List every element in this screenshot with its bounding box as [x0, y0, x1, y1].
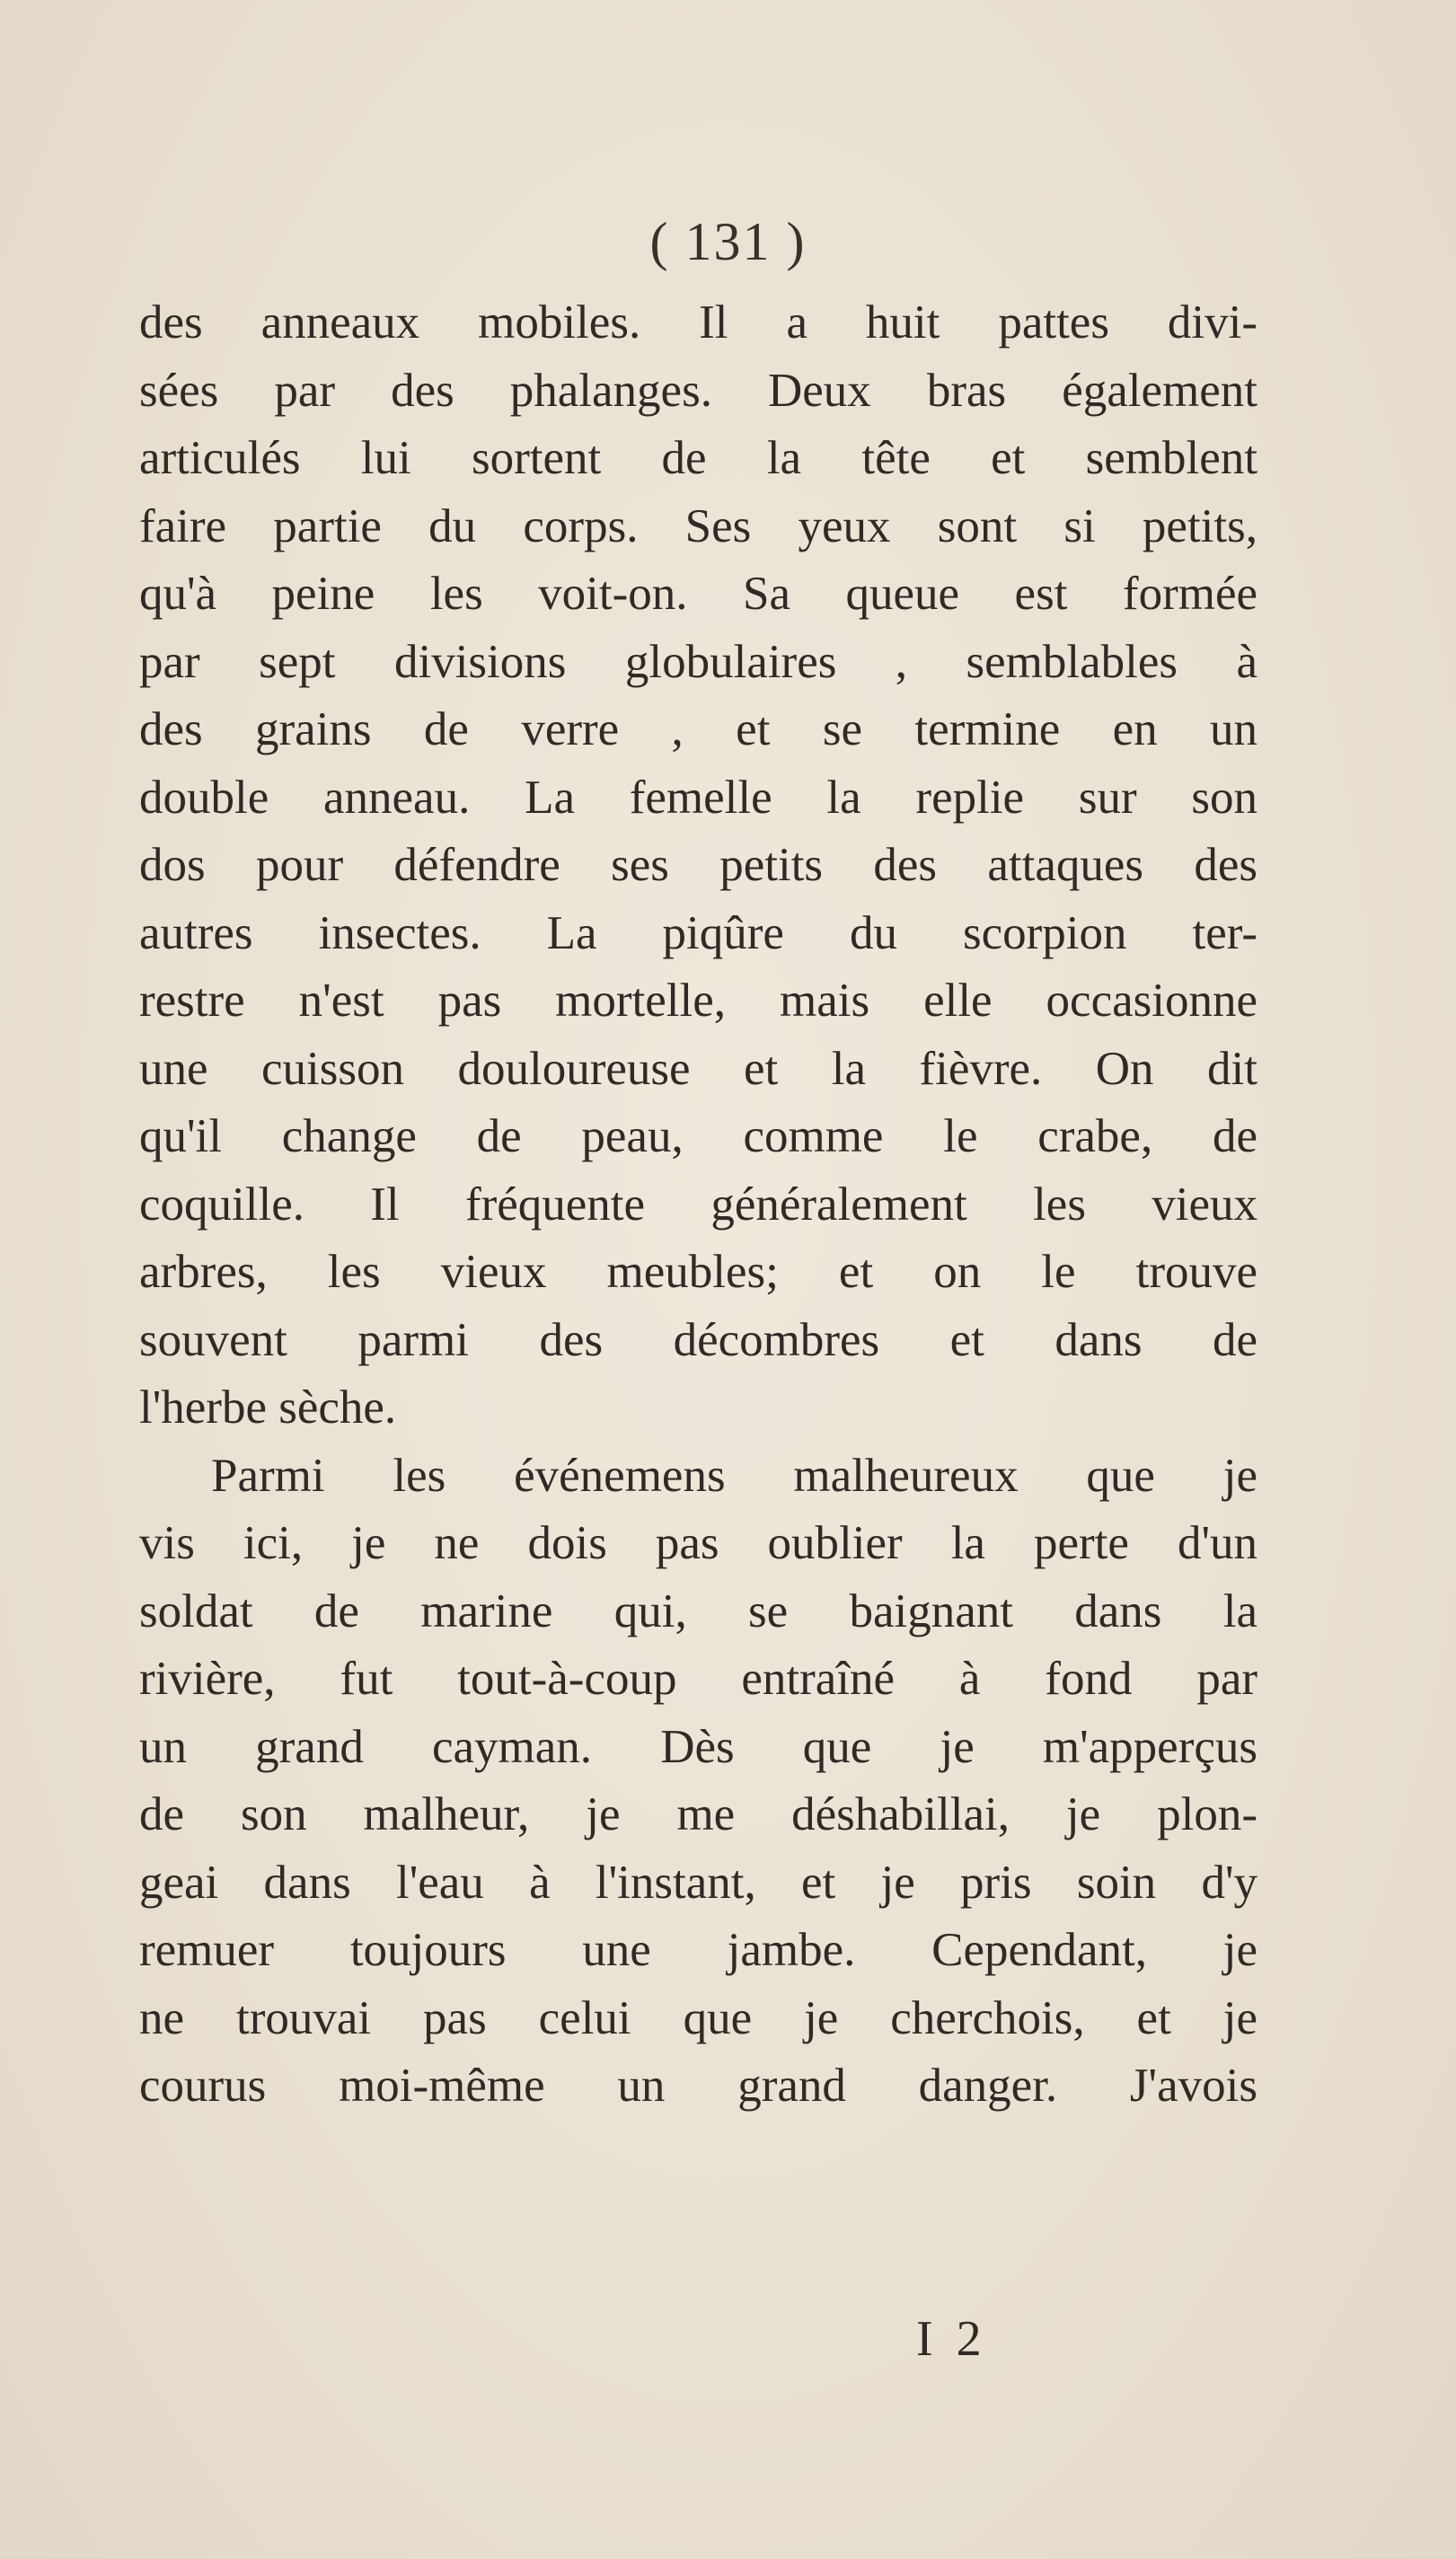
text-line: l'herbe sèche.	[139, 1381, 397, 1434]
text-line: restre n'est pas mortelle, mais elle occasionne	[139, 975, 1257, 1027]
text-line: geai dans l'eau à l'instant, et je pris soin d'y	[139, 1856, 1257, 1909]
text-line: coquille. Il fréquente généralement les vieux	[139, 1178, 1257, 1231]
text-line: rivière, fut tout-à-coup entraîné à fond par	[139, 1653, 1257, 1705]
text-line: ne trouvai pas celui que je cherchois, et je	[139, 1991, 1257, 2044]
text-line: Parmi les événemens malheureux que je	[211, 1449, 1257, 1502]
text-line: articulés lui sortent de la tête et semblent	[139, 432, 1257, 484]
text-line: des anneaux mobiles. Il a huit pattes divi-	[139, 296, 1257, 349]
text-line: un grand cayman. Dès que je m'apperçus	[139, 1720, 1257, 1773]
text-line: des grains de verre , et se termine en un	[139, 703, 1257, 755]
text-line: qu'il change de peau, comme le crabe, de	[139, 1110, 1257, 1162]
text-line: double anneau. La femelle la replie sur son	[139, 771, 1257, 824]
text-line: de son malheur, je me déshabillai, je plon-	[139, 1788, 1257, 1840]
text-line: vis ici, je ne dois pas oublier la perte d'un	[139, 1517, 1257, 1569]
text-line: faire partie du corps. Ses yeux sont si petits,	[139, 499, 1257, 552]
text-line: par sept divisions globulaires , semblables à	[139, 635, 1257, 688]
signature-mark: I 2	[916, 2311, 987, 2367]
text-line: courus moi-même un grand danger. J'avois	[139, 2060, 1257, 2112]
text-line: dos pour défendre ses petits des attaques des	[139, 839, 1257, 891]
text-line: autres insectes. La piqûre du scorpion ter-	[139, 906, 1257, 959]
text-line: souvent parmi des décombres et dans de	[139, 1313, 1257, 1366]
body-text	[139, 289, 1257, 2121]
text-line: arbres, les vieux meubles; et on le trouve	[139, 1246, 1257, 1298]
page-number: ( 131 )	[649, 212, 807, 271]
text-line: une cuisson douloureuse et la fièvre. On dit	[139, 1042, 1257, 1095]
text-line: remuer toujours une jambe. Cependant, je	[139, 1924, 1257, 1976]
text-line: soldat de marine qui, se baignant dans la	[139, 1584, 1257, 1637]
text-line: sées par des phalanges. Deux bras également	[139, 364, 1257, 417]
text-line: qu'à peine les voit-on. Sa queue est formée	[139, 568, 1257, 620]
paragraph-cayman	[139, 1443, 1257, 2121]
paragraph-scorpion	[139, 289, 1257, 1443]
